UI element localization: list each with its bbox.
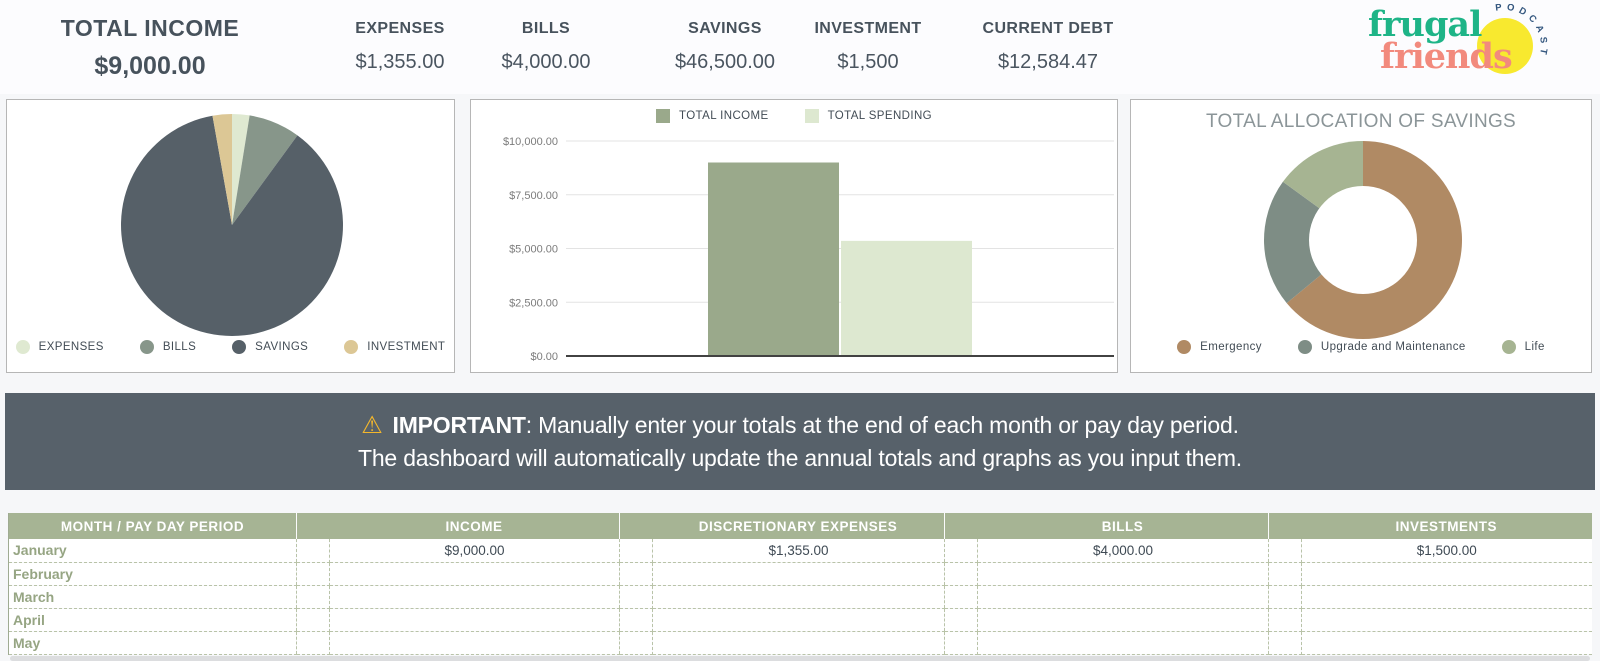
- cell-spacer[interactable]: [945, 585, 978, 608]
- income-vs-spending-bar-chart[interactable]: [470, 99, 1118, 373]
- donut-chart-legend: [1131, 340, 1591, 354]
- legend-item-upgrade-and-maintenance: [1298, 340, 1466, 354]
- legend-swatch-icon: [656, 109, 670, 123]
- cell-investments-april[interactable]: [1302, 608, 1592, 631]
- legend-label: TOTAL INCOME: [678, 110, 769, 122]
- legend-swatch-icon: [16, 340, 30, 354]
- cell-discretionary-february[interactable]: [653, 562, 945, 585]
- table-row-february: [9, 562, 1592, 585]
- cell-month-april[interactable]: April: [9, 608, 297, 631]
- stat-value: $1,500: [837, 51, 899, 73]
- cell-investments-march[interactable]: [1302, 585, 1592, 608]
- legend-swatch-icon: [1298, 340, 1312, 354]
- cell-discretionary-april[interactable]: [653, 608, 945, 631]
- legend-label: BILLS: [162, 341, 197, 353]
- stat-investment: [798, 20, 938, 74]
- summary-bar: [0, 0, 1600, 94]
- cell-spacer[interactable]: [297, 585, 330, 608]
- table-row-march: [9, 585, 1592, 608]
- cell-bills-january[interactable]: $4,000.00: [978, 539, 1269, 562]
- cell-spacer[interactable]: [620, 631, 653, 654]
- logo-word-frugal: frugal: [1368, 4, 1482, 45]
- bar-total-spending: [841, 241, 972, 356]
- cell-bills-may[interactable]: [978, 631, 1269, 654]
- stat-value: $46,500.00: [674, 51, 776, 73]
- cell-month-may[interactable]: May: [9, 631, 297, 654]
- bar-ytick-label: $7,500.00: [509, 189, 558, 202]
- frugal-friends-podcast-logo: [1358, 4, 1570, 90]
- legend-item-life: [1502, 340, 1545, 354]
- table-header-row: [9, 513, 1592, 539]
- cell-investments-february[interactable]: [1302, 562, 1592, 585]
- cell-spacer[interactable]: [945, 539, 978, 562]
- legend-item-total-spending: [805, 109, 932, 123]
- legend-label: SAVINGS: [255, 341, 309, 353]
- table-row-april: [9, 608, 1592, 631]
- cell-spacer[interactable]: [620, 608, 653, 631]
- legend-item-emergency: [1177, 340, 1262, 354]
- cell-month-january[interactable]: January: [9, 539, 297, 562]
- stat-value: $4,000.00: [501, 51, 591, 73]
- cell-discretionary-january[interactable]: $1,355.00: [653, 539, 945, 562]
- legend-swatch-icon: [805, 109, 819, 123]
- cell-spacer[interactable]: [1269, 539, 1302, 562]
- legend-swatch-icon: [1177, 340, 1191, 354]
- cell-spacer[interactable]: [1269, 562, 1302, 585]
- legend-label: Life: [1524, 341, 1545, 353]
- banner-text-1: : Manually enter your totals at the end of each month or pay day period.: [525, 411, 1239, 438]
- column-header-investments: INVESTMENTS: [1269, 513, 1592, 539]
- cell-investments-january[interactable]: $1,500.00: [1302, 539, 1592, 562]
- table-row-january: [9, 539, 1592, 562]
- legend-label: INVESTMENT: [367, 341, 446, 353]
- table-row-may: [9, 631, 1592, 654]
- stat-label: EXPENSES: [355, 20, 445, 37]
- cell-spacer[interactable]: [945, 562, 978, 585]
- cell-spacer[interactable]: [945, 608, 978, 631]
- stat-label: TOTAL INCOME: [60, 15, 240, 41]
- horizontal-scrollbar[interactable]: [10, 656, 1590, 661]
- stat-bills: [476, 20, 616, 74]
- warning-icon: ⚠: [361, 411, 383, 439]
- cell-spacer[interactable]: [297, 539, 330, 562]
- cell-month-march[interactable]: March: [9, 585, 297, 608]
- bar-chart-legend: [471, 109, 1117, 123]
- cell-income-january[interactable]: $9,000.00: [330, 539, 620, 562]
- cell-bills-april[interactable]: [978, 608, 1269, 631]
- banner-line-2: The dashboard will automatically update the annual totals and graphs as you input them.: [357, 444, 1242, 471]
- pie-chart-legend: [7, 340, 454, 354]
- monthly-totals-table: [8, 513, 1592, 655]
- podcast-badge-text: PODCAST: [1494, 4, 1550, 60]
- stat-value: $12,584.47: [997, 51, 1099, 73]
- cell-spacer[interactable]: [620, 585, 653, 608]
- bar-ytick-label: $0.00: [530, 351, 558, 363]
- legend-item-total-income: [656, 109, 769, 123]
- legend-label: EXPENSES: [38, 341, 104, 353]
- legend-item-investment: [344, 340, 445, 354]
- legend-item-expenses: [16, 340, 104, 354]
- bar-ytick-label: $2,500.00: [509, 297, 558, 310]
- cell-income-march[interactable]: [330, 585, 620, 608]
- banner-title: IMPORTANT: [392, 411, 526, 438]
- cell-bills-march[interactable]: [978, 585, 1269, 608]
- bar-total-income: [708, 163, 839, 357]
- bar-ytick-label: $5,000.00: [509, 243, 558, 256]
- cell-spacer[interactable]: [1269, 585, 1302, 608]
- cell-income-april[interactable]: [330, 608, 620, 631]
- cell-investments-may[interactable]: [1302, 631, 1592, 654]
- legend-label: Emergency: [1200, 341, 1262, 353]
- logo-word-friends: friends: [1380, 36, 1512, 77]
- cell-bills-february[interactable]: [978, 562, 1269, 585]
- cell-spacer[interactable]: [620, 539, 653, 562]
- stat-current-debt: [948, 20, 1148, 74]
- cell-spacer[interactable]: [297, 631, 330, 654]
- column-header-income: INCOME: [297, 513, 620, 539]
- column-header-month: MONTH / PAY DAY PERIOD: [9, 513, 297, 539]
- column-header-bills: BILLS: [945, 513, 1269, 539]
- savings-allocation-donut-hole: [1309, 186, 1417, 294]
- donut-chart-title: TOTAL ALLOCATION OF SAVINGS: [1205, 111, 1517, 132]
- spending-breakdown-pie-chart[interactable]: [6, 99, 455, 373]
- cell-spacer[interactable]: [620, 562, 653, 585]
- monthly-totals-table-wrap: [8, 513, 1592, 655]
- cell-spacer[interactable]: [297, 562, 330, 585]
- stat-expenses: [330, 20, 470, 74]
- cell-spacer[interactable]: [1269, 608, 1302, 631]
- stat-label: CURRENT DEBT: [982, 20, 1114, 37]
- bar-ytick-label: $10,000.00: [502, 136, 558, 148]
- legend-swatch-icon: [1502, 340, 1516, 354]
- cell-spacer[interactable]: [945, 631, 978, 654]
- cell-spacer[interactable]: [1269, 631, 1302, 654]
- important-notice-banner: [5, 393, 1595, 490]
- legend-label: Upgrade and Maintenance: [1320, 341, 1466, 353]
- cell-income-february[interactable]: [330, 562, 620, 585]
- cell-spacer[interactable]: [297, 608, 330, 631]
- cell-discretionary-march[interactable]: [653, 585, 945, 608]
- cell-income-may[interactable]: [330, 631, 620, 654]
- banner-line-1: [361, 409, 1239, 442]
- legend-swatch-icon: [344, 340, 358, 354]
- stat-total-income: [28, 15, 272, 81]
- stat-label: BILLS: [521, 20, 571, 37]
- column-header-discretionary: DISCRETIONARY EXPENSES: [620, 513, 945, 539]
- legend-item-savings: [232, 340, 308, 354]
- stat-label: SAVINGS: [688, 20, 762, 37]
- stat-label: INVESTMENT: [814, 20, 922, 37]
- cell-discretionary-may[interactable]: [653, 631, 945, 654]
- savings-allocation-donut-chart[interactable]: [1130, 99, 1592, 373]
- stat-savings: [635, 20, 815, 74]
- stat-value: $1,355.00: [355, 51, 445, 73]
- cell-month-february[interactable]: February: [9, 562, 297, 585]
- stat-value: $9,000.00: [94, 52, 206, 80]
- legend-swatch-icon: [140, 340, 154, 354]
- legend-item-bills: [140, 340, 196, 354]
- legend-swatch-icon: [232, 340, 246, 354]
- legend-label: TOTAL SPENDING: [827, 110, 932, 122]
